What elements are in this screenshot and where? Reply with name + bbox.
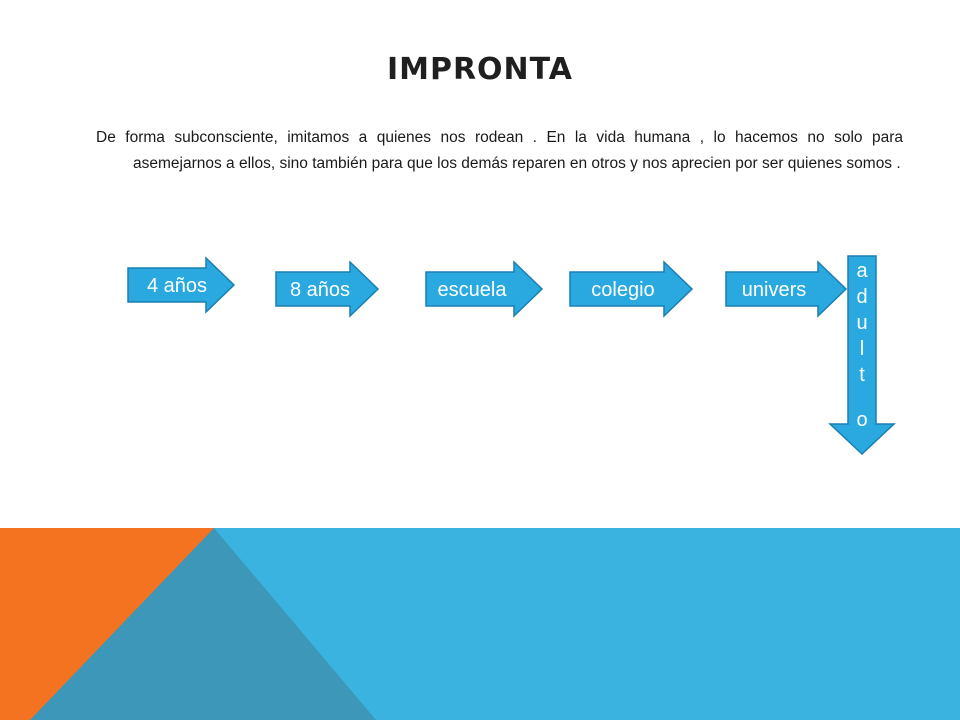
- step-label-univers: univers: [741, 279, 807, 301]
- step-label-8-anos: 8 años: [289, 279, 351, 301]
- adulto-letter-o: o: [856, 409, 868, 431]
- step-arrow-4-anos: [128, 258, 234, 312]
- step-label-4-anos: 4 años: [146, 275, 208, 297]
- adulto-letter-u: u: [856, 312, 868, 334]
- adulto-letter-l: l: [859, 338, 865, 360]
- step-label-colegio: colegio: [591, 279, 655, 301]
- step-arrow-8-anos: [276, 262, 378, 316]
- adulto-letter-a: a: [856, 260, 868, 282]
- decorative-bottom-band: [0, 528, 960, 720]
- step-arrow-colegio: [570, 262, 692, 316]
- slide-title: IMPRONTA: [386, 52, 574, 87]
- step-arrow-univers: [726, 262, 846, 316]
- step-label-escuela: escuela: [437, 279, 507, 301]
- step-arrow-escuela: [426, 262, 542, 316]
- adulto-letter-t: t: [859, 364, 865, 386]
- adulto-letter-d: d: [856, 286, 868, 308]
- slide-body-text: De forma subconsciente, imitamos a quienes nos rodean . En la vida humana , lo hacemos no solo para asemejarnos a ellos, sino también para que los demás reparen en otros y nos aprecien por ser quienes somos .: [96, 129, 903, 172]
